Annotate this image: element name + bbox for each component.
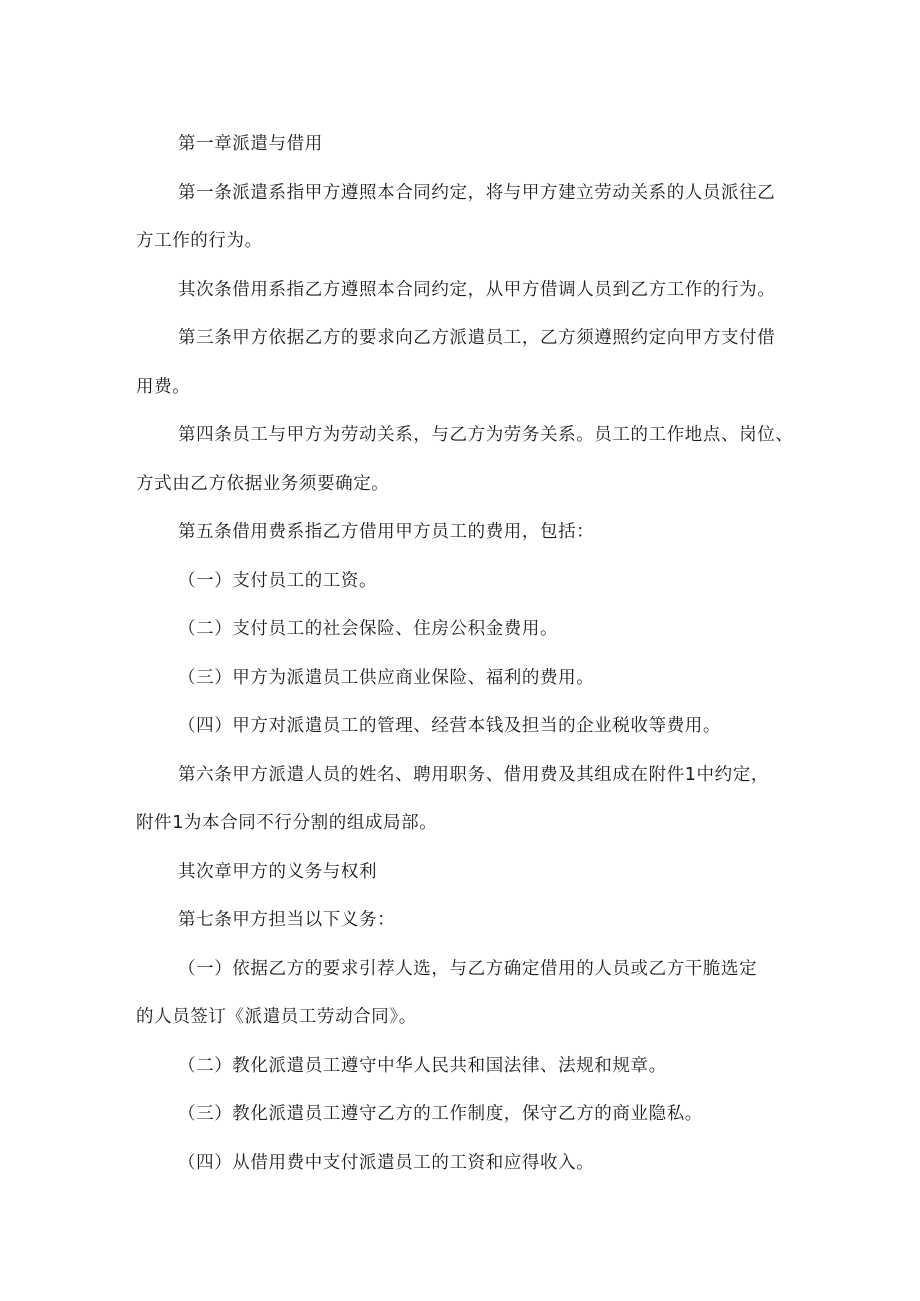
article-5: 第五条借用费系指乙方借用甲方员工的费用，包括： (178, 522, 595, 542)
article-2: 其次条借用系指乙方遵照本合同约定，从甲方借调人员到乙方工作的行为。 (178, 279, 776, 300)
article-5-item: （三）甲方为派遣员工供应商业保险、福利的费用。 (178, 667, 595, 688)
article-6-line-2: 附件1为本合同不行分割的组成局部。 (136, 813, 438, 833)
article-7-item-1-line-2: 的人员签订《派遣员工劳动合同》。 (136, 1007, 417, 1027)
article-5-item: （四）甲方对派遣员工的管理、经营本钱及担当的企业税收等费用。 (178, 716, 721, 736)
article-7: 第七条甲方担当以下义务： (178, 910, 396, 930)
article-4-line-1: 第四条员工与甲方为劳动关系，与乙方为劳务关系。员工的工作地点、岗位、 (178, 425, 794, 445)
article-1-line-2: 方工作的行为。 (136, 231, 263, 251)
article-7-item-1-line-1: （一）依据乙方的要求引荐人选，与乙方确定借用的人员或乙方干脆选定 (178, 958, 758, 979)
article-5-item: （二）支付员工的社会保险、住房公积金费用。 (178, 619, 559, 639)
article-3-line-2: 用费。 (136, 376, 191, 397)
document-body (136, 120, 792, 1187)
article-5-item: （一）支付员工的工资。 (178, 570, 378, 591)
article-7-item: （二）教化派遣员工遵守中华人民共和国法律、法规和规章。 (178, 1055, 667, 1076)
chapter-1-title: 第一章派遣与借用 (178, 134, 323, 154)
chapter-2-title: 其次章甲方的义务与权利 (178, 861, 378, 882)
article-1-line-1: 第一条派遣系指甲方遵照本合同约定，将与甲方建立劳动关系的人员派往乙 (178, 182, 776, 203)
article-7-item: （三）教化派遣员工遵守乙方的工作制度，保守乙方的商业隐私。 (178, 1104, 703, 1124)
article-3-line-1: 第三条甲方依据乙方的要求向乙方派遣员工，乙方须遵照约定向甲方支付借 (178, 328, 776, 348)
article-6-line-1: 第六条甲方派遣人员的姓名、聘用职务、借用费及其组成在附件1中约定， (178, 764, 769, 785)
article-4-line-2: 方式由乙方依据业务须要确定。 (136, 473, 390, 494)
article-7-item: （四）从借用费中支付派遣员工的工资和应得收入。 (178, 1152, 595, 1173)
